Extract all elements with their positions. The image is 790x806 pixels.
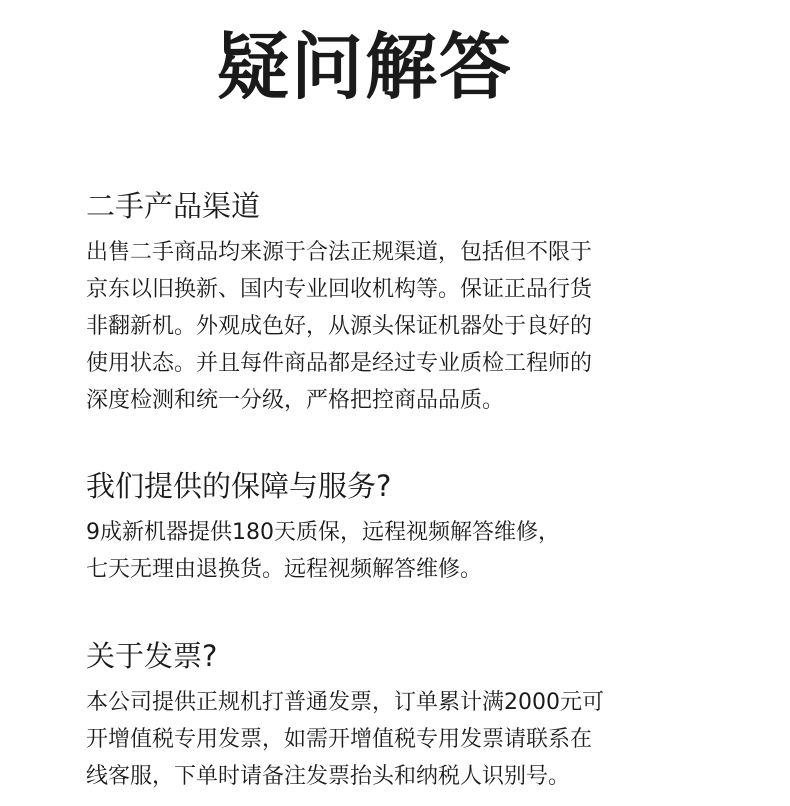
body-line: 线客服，下单时请备注发票抬头和纳税人识别号。 — [86, 764, 571, 789]
section-heading: 我们提供的保障与服务? — [86, 469, 392, 503]
body-line: 使用状态。并且每件商品都是经过专业质检工程师的 — [86, 351, 593, 376]
section-heading: 关于发票? — [86, 639, 218, 673]
body-line: 本公司提供正规机打普通发票，订单累计满2000元可 — [86, 690, 604, 715]
body-line: 非翻新机。外观成色好，从源头保证机器处于良好的 — [86, 314, 593, 339]
body-line: 9成新机器提供180天质保，远程视频解答维修， — [86, 520, 560, 545]
page-title: 疑问解答 — [216, 25, 513, 109]
section-body — [86, 514, 686, 588]
body-line: 七天无理由退换货。远程视频解答维修。 — [86, 557, 483, 582]
body-line: 出售二手商品均来源于合法正规渠道，包括但不限于 — [86, 240, 593, 265]
section-body — [86, 234, 686, 419]
section-product-channel — [86, 186, 686, 419]
section-invoice — [86, 636, 686, 795]
body-line: 京东以旧换新、国内专业回收机构等。保证正品行货 — [86, 277, 593, 302]
body-line: 深度检测和统一分级，严格把控商品品质。 — [86, 388, 505, 413]
body-line: 开增值税专用发票，如需开增值税专用发票请联系在 — [86, 727, 593, 752]
section-guarantee-service — [86, 466, 686, 588]
section-body — [86, 684, 686, 795]
section-heading: 二手产品渠道 — [86, 189, 261, 223]
